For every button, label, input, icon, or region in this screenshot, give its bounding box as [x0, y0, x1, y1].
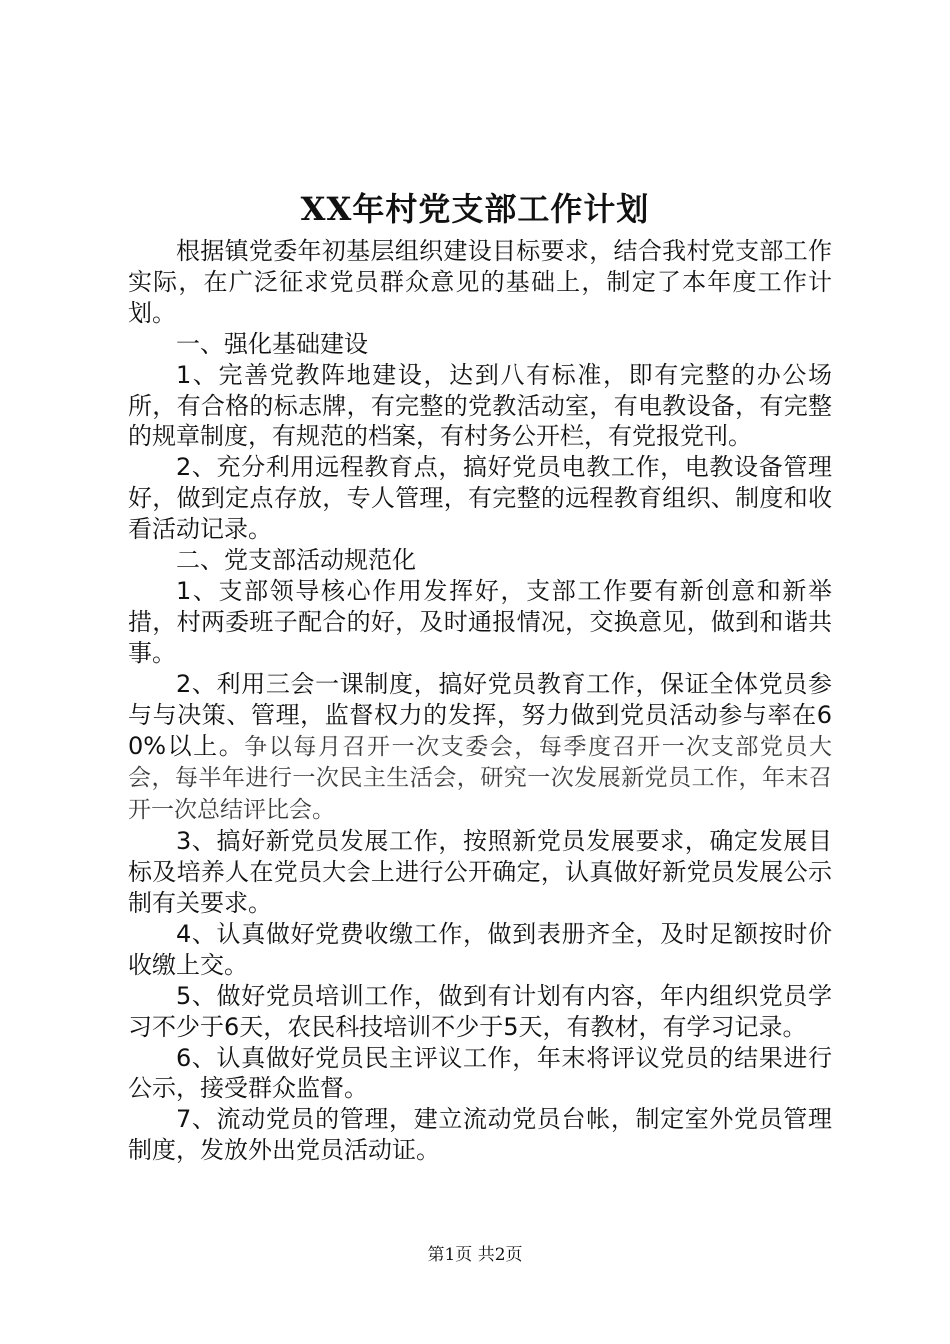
- section-heading-1: 一、强化基础建设: [176, 329, 368, 358]
- section-2-item-2-main: 2、利用三会一课制度，搞好党员教育工作，保证全体党员参与与决策、管理，监督权力的发挥，努力做到党员活动参与率在60%以上。: [128, 669, 832, 760]
- section-1-item-1: 1、完善党教阵地建设，达到八有标准，即有完整的办公场所，有合格的标志牌，有完整的党教活动室，有电教设备，有完整的规章制度，有规范的档案，有村务公开栏，有党报党刊。: [128, 360, 832, 451]
- section-2-item-1: 1、支部领导核心作用发挥好，支部工作要有新创意和新举措，村两委班子配合的好，及时通报情况，交换意见，做到和谐共事。: [128, 576, 832, 667]
- section-2-item-5: 5、做好党员培训工作，做到有计划有内容，年内组织党员学习不少于6天，农民科技培训不少于5天，有教材，有学习记录。: [128, 981, 832, 1041]
- document-title: XX年村党支部工作计划: [300, 190, 650, 228]
- section-2-item-2-meetings: 争以每月召开一次支委会，每季度召开一次支部党员大会，每半年进行一次民主生活会，研究一次发展新党员工作，年末召开一次总结评比会。: [128, 733, 833, 824]
- section-heading-2: 二、党支部活动规范化: [176, 546, 416, 575]
- intro-paragraph: 根据镇党委年初基层组织建设目标要求，结合我村党支部工作实际，在广泛征求党员群众意见的基础上，制定了本年度工作计划。: [128, 237, 832, 327]
- document-body: [128, 236, 832, 1166]
- section-1-item-2: 2、充分利用远程教育点，搞好党员电教工作，电教设备管理好，做到定点存放，专人管理，有完整的远程教育组织、制度和收看活动记录。: [128, 453, 832, 544]
- section-2-item-3: 3、搞好新党员发展工作，按照新党员发展要求，确定发展目标及培养人在党员大会上进行公开确定，认真做好新党员发展公示制有关要求。: [128, 827, 832, 918]
- section-2-item-4: 4、认真做好党费收缴工作，做到表册齐全，及时足额按时价收缴上交。: [128, 919, 832, 979]
- section-2-item-7: 7、流动党员的管理，建立流动党员台帐，制定室外党员管理制度，发放外出党员活动证。: [128, 1105, 832, 1165]
- section-2-item-6: 6、认真做好党员民主评议工作，年末将评议党员的结果进行公示，接受群众监督。: [128, 1043, 832, 1103]
- section-2-item-2: [128, 669, 832, 827]
- page-number-footer: 第1页 共2页: [427, 1245, 523, 1265]
